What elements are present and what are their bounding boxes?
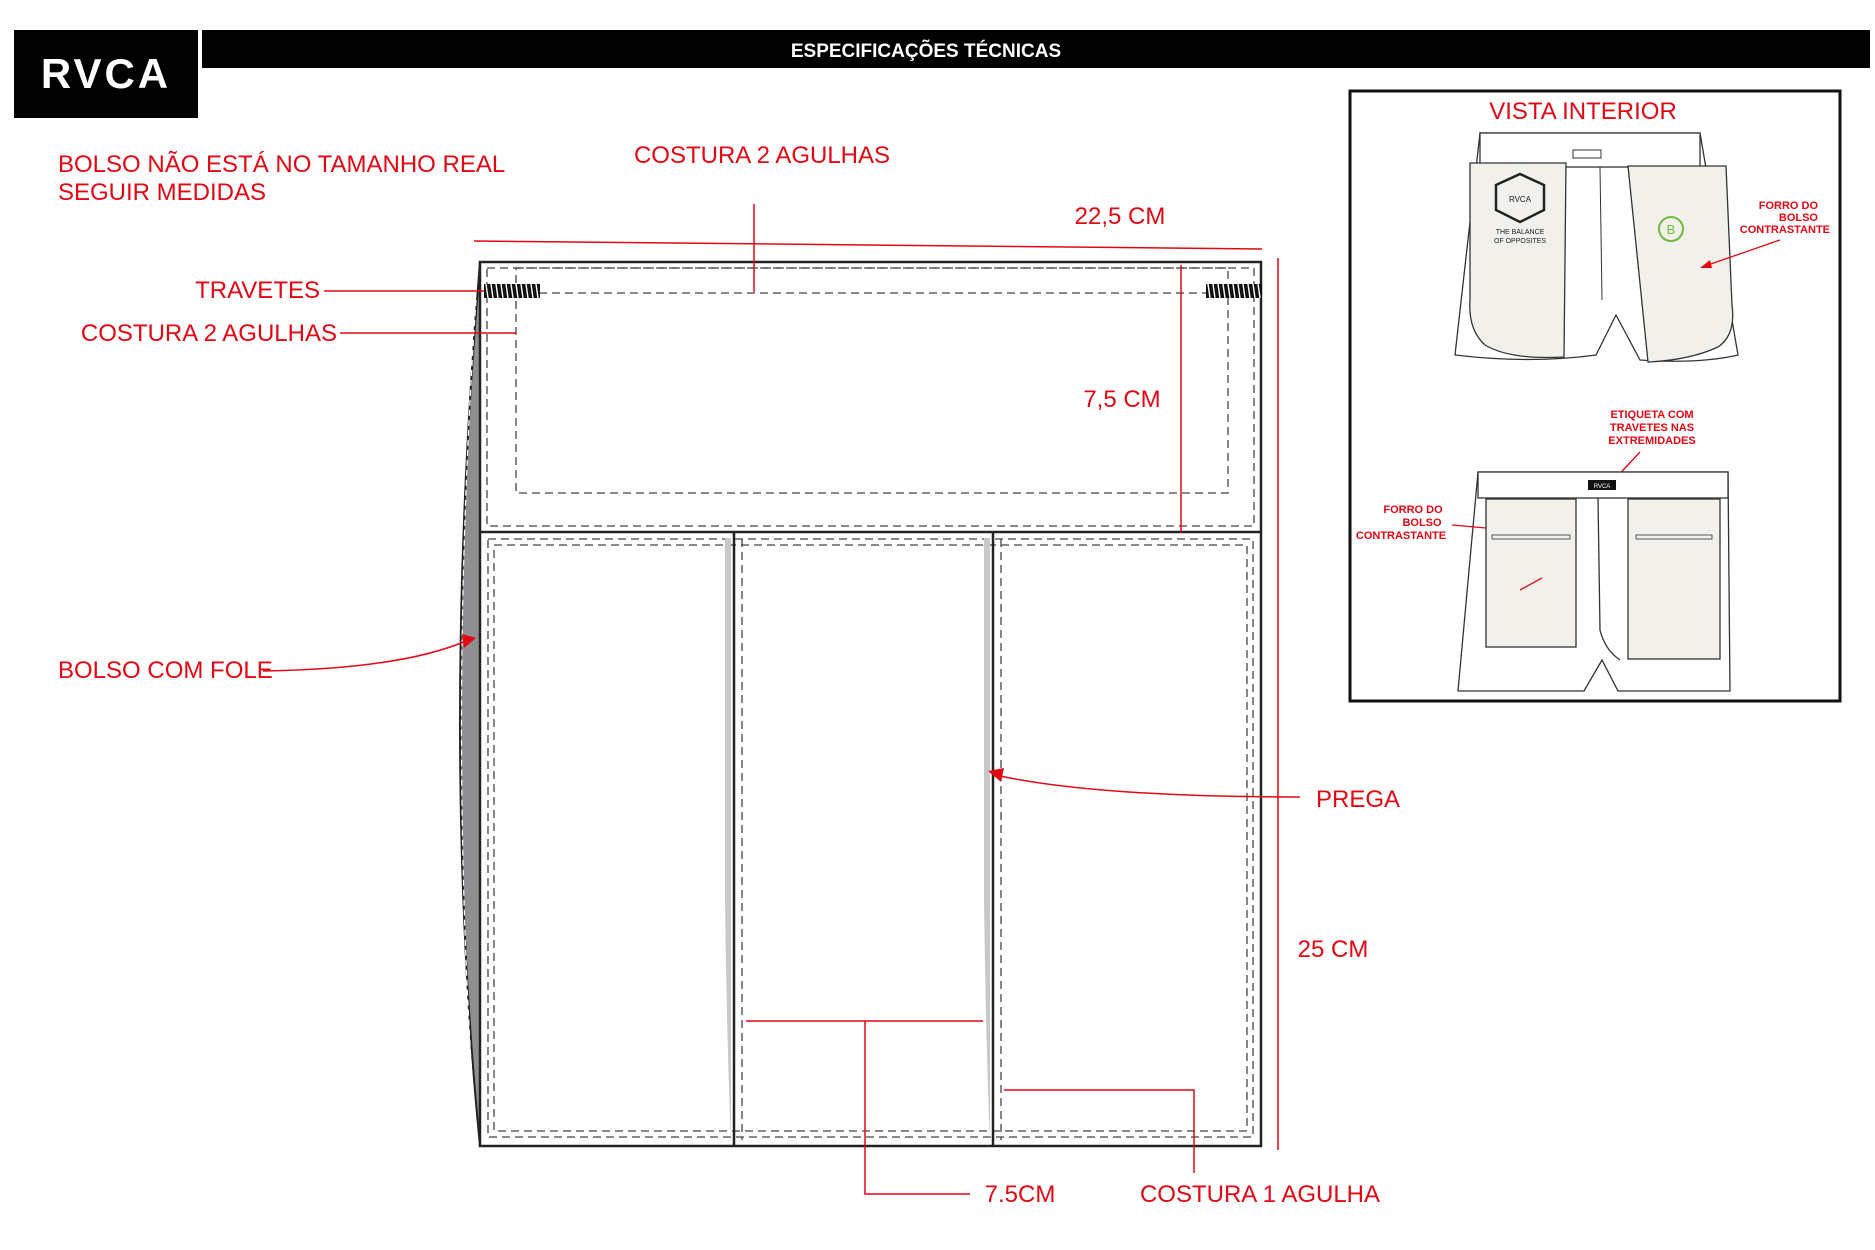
interior-view-panel: [1350, 91, 1840, 701]
width-dimension-line: [474, 241, 1262, 249]
width-label: 22,5 CM: [1074, 203, 1166, 230]
forro-left-1: FORRO DO: [1383, 504, 1443, 516]
pleat-spacing-label: 7.5CM: [984, 1181, 1056, 1208]
patch-text-2: OF OPPOSITES: [1493, 238, 1547, 245]
brand-logo: RVCA: [40, 50, 172, 97]
patch-logo: RVCA: [1508, 195, 1532, 204]
page-title: ESPECIFICAÇÕES TÉCNICAS: [790, 41, 1062, 62]
forro-right-2: BOLSO: [1778, 212, 1818, 224]
costura-left-label: COSTURA 2 AGULHAS: [80, 320, 337, 347]
forro-right-1: FORRO DO: [1758, 200, 1818, 212]
etiqueta-3: EXTREMIDADES: [1608, 435, 1696, 447]
flap-height-label: 7,5 CM: [1083, 386, 1161, 413]
bartack-left: [484, 284, 540, 298]
travetes-label: TRAVETES: [195, 277, 320, 304]
costura-1-label: COSTURA 1 AGULHA: [1139, 1181, 1381, 1208]
prega-label: PREGA: [1316, 786, 1401, 813]
note-line-2: SEGUIR MEDIDAS: [58, 179, 267, 206]
interior-view-title: VISTA INTERIOR: [1489, 98, 1677, 125]
label-tag-logo: RVCA: [1593, 484, 1611, 490]
bolso-fole-leader: [263, 641, 466, 671]
forro-right-3: CONTRASTANTE: [1739, 224, 1830, 236]
costura-top-label: COSTURA 2 AGULHAS: [633, 142, 891, 169]
forro-left-2: BOLSO: [1402, 517, 1442, 529]
height-label: 25 CM: [1297, 936, 1369, 963]
patch-text-1: THE BALANCE: [1495, 229, 1545, 236]
note-line-1: BOLSO NÃO ESTÁ NO TAMANHO REAL: [58, 151, 506, 178]
bolso-fole-label: BOLSO COM FOLE: [58, 657, 273, 684]
forro-left-3: CONTRASTANTE: [1355, 530, 1447, 542]
etiqueta-2: TRAVETES NAS: [1609, 422, 1695, 434]
badge-letter: B: [1666, 222, 1676, 237]
etiqueta-1: ETIQUETA COM: [1610, 409, 1694, 421]
shorts-lower: [1452, 472, 1730, 691]
bartack-right: [1206, 284, 1262, 298]
